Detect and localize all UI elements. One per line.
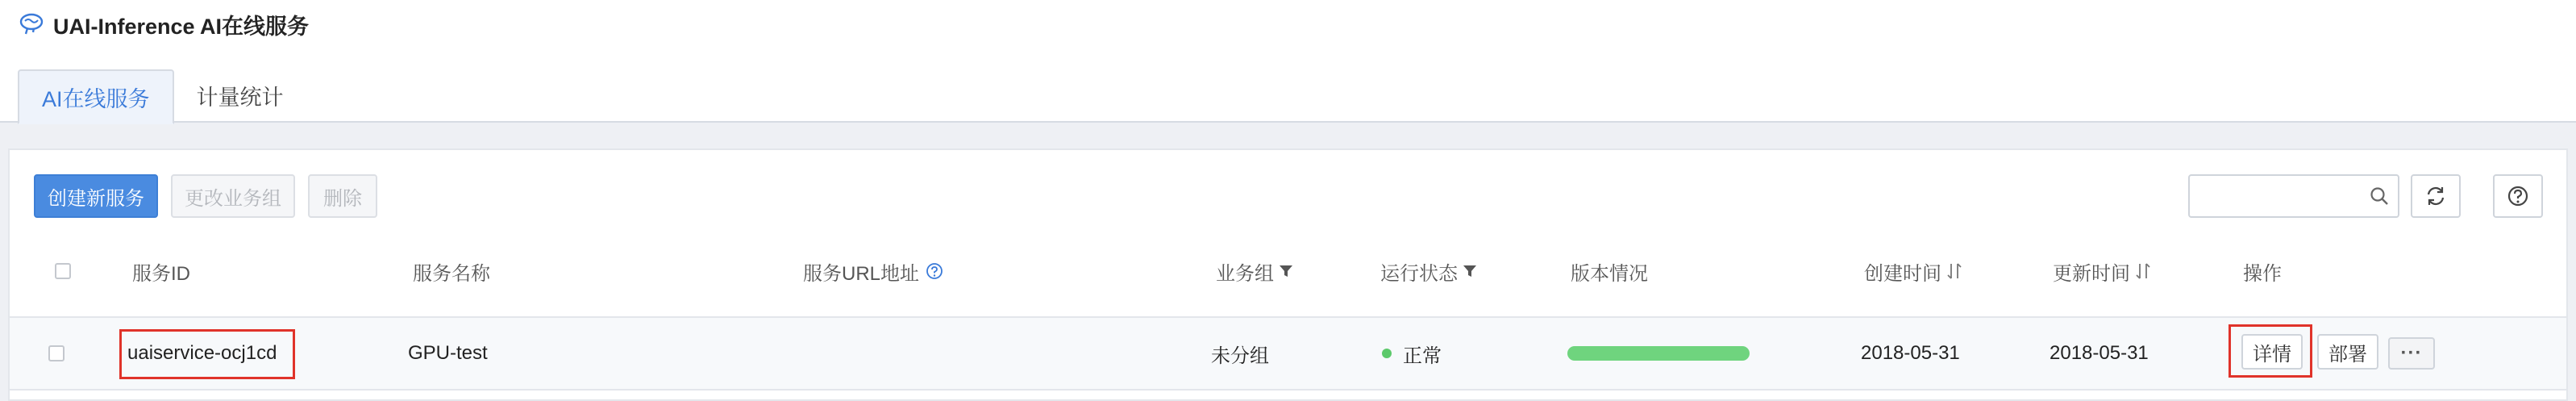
app-title: UAI-Inference AI在线服务 <box>53 14 310 39</box>
tab-bar <box>18 69 306 123</box>
header-created-cell <box>1864 247 1962 295</box>
header-service-url: 服务URL地址 <box>803 262 920 285</box>
cell-service-name: GPU-test <box>408 342 488 364</box>
detail-button[interactable]: 详情 <box>2241 334 2303 370</box>
change-group-button[interactable]: 更改业务组 <box>171 174 295 218</box>
header-service-name: 服务名称 <box>413 262 490 285</box>
row-checkbox[interactable] <box>48 345 65 361</box>
filter-icon[interactable] <box>1463 264 1477 278</box>
cell-group: 未分组 <box>1211 345 1269 367</box>
filter-icon[interactable] <box>1279 264 1293 278</box>
search-input[interactable] <box>2188 174 2399 218</box>
title-row <box>18 6 309 42</box>
cell-service-id[interactable]: uaiservice-ocj1cd <box>127 342 277 364</box>
search-icon[interactable] <box>2369 186 2390 207</box>
select-all-checkbox[interactable] <box>55 263 71 279</box>
tab-ai-online-service[interactable]: AI在线服务 <box>18 69 174 124</box>
cell-version <box>1567 318 1750 389</box>
deploy-button[interactable]: 部署 <box>2317 334 2378 370</box>
version-progress-bar <box>1567 346 1750 361</box>
brain-logo-icon <box>18 10 45 38</box>
sort-icon[interactable] <box>1946 262 1962 280</box>
select-all-checkbox-cell <box>55 247 71 295</box>
header-version: 版本情况 <box>1571 262 1648 285</box>
status-label: 正常 <box>1403 345 1442 367</box>
delete-button[interactable]: 删除 <box>308 174 377 218</box>
header-service-id: 服务ID <box>132 262 190 285</box>
refresh-button[interactable] <box>2411 174 2461 218</box>
cell-updated: 2018-05-31 <box>2050 342 2149 364</box>
header-group-cell <box>1216 247 1293 295</box>
top-header <box>0 0 2576 123</box>
tab-usage-statistics[interactable]: 计量统计 <box>196 85 284 110</box>
sort-icon[interactable] <box>2135 262 2151 280</box>
help-icon <box>2506 184 2530 208</box>
header-created: 创建时间 <box>1864 262 1941 285</box>
refresh-icon <box>2424 184 2448 208</box>
header-service-url-cell <box>803 247 943 295</box>
header-status: 运行状态 <box>1380 262 1458 285</box>
header-updated: 更新时间 <box>2053 262 2130 285</box>
status-ok-dot <box>1382 349 1392 358</box>
create-service-button[interactable]: 创建新服务 <box>34 174 158 218</box>
header-status-cell <box>1380 247 1477 295</box>
table-header <box>10 247 2566 295</box>
more-button[interactable] <box>2388 337 2435 370</box>
info-icon[interactable] <box>926 262 943 280</box>
header-actions: 操作 <box>2243 262 2282 285</box>
service-panel <box>8 148 2568 401</box>
cell-status <box>1382 318 1442 389</box>
header-updated-cell <box>2053 247 2151 295</box>
row-checkbox-cell <box>48 318 65 389</box>
help-button[interactable] <box>2493 174 2543 218</box>
table-row <box>10 316 2566 391</box>
header-group: 业务组 <box>1216 262 1274 285</box>
more-icon: ··· <box>2400 342 2423 364</box>
cell-created: 2018-05-31 <box>1861 342 1960 364</box>
